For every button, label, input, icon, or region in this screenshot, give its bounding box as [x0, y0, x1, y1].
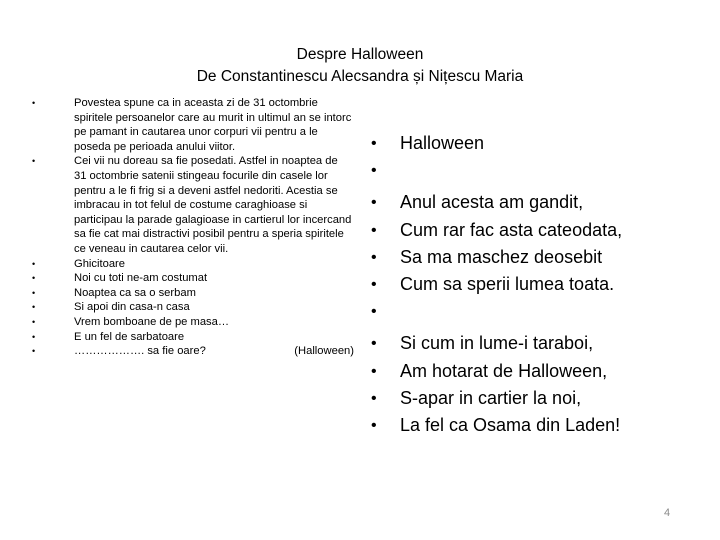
right-list-item: • Sa ma maschez deosebit	[371, 244, 691, 271]
right-list-item: • La fel ca Osama din Laden!	[371, 412, 691, 439]
riddle-answer: (Halloween)	[294, 345, 354, 358]
page-number: 4	[664, 507, 671, 519]
bullet-icon: •	[371, 248, 377, 266]
right-list-item: • Si cum in lume-i taraboi,	[371, 330, 691, 357]
right-list-item: • Am hotarat de Halloween,	[371, 358, 691, 385]
bullet-icon: •	[32, 98, 36, 108]
bullet-icon: •	[371, 335, 377, 353]
right-bullet-list	[371, 130, 691, 439]
bullet-icon: •	[32, 273, 36, 284]
right-list-item: • Anul acesta am gandit,	[371, 189, 691, 216]
left-list-item: • Noaptea ca sa o serbam	[32, 286, 196, 299]
bullet-icon: •	[371, 389, 377, 407]
bullet-icon: •	[371, 135, 377, 152]
left-bullet-list	[32, 96, 362, 359]
left-list-item: • Ghicitoare	[32, 257, 125, 270]
left-list-item: • Noi cu toti ne-am costumat	[32, 272, 208, 285]
bullet-icon: •	[371, 275, 377, 293]
left-list-item: • ………………. sa fie oare? (Halloween)	[32, 345, 354, 358]
bullet-icon: •	[32, 346, 36, 357]
bullet-icon: •	[32, 258, 36, 269]
left-list-item: • Cei vii nu doreau sa fie posedati. Astfel in noaptea de 31 octombrie satenii stingeau focurile din casele lor pentru a le fi frig si a deveni astfel nedoriti. Acestia se imbracau in tot felul de costume caraghioase si participau la parade galagioase in cartierul lor incercand sa fie cat mai distractivi posibil pentru a speria spiritele ce veneau in cautarea celor vii.	[32, 155, 352, 255]
slide-subtitle: De Constantinescu Alecsandra și Nițescu Maria	[196, 68, 524, 85]
bullet-icon: •	[371, 194, 377, 212]
bullet-icon: •	[32, 156, 36, 167]
bullet-icon: •	[32, 302, 36, 313]
slide-title: Despre Halloween	[296, 46, 424, 63]
left-list-item: • Vrem bomboane de pe masa…	[32, 315, 230, 328]
bullet-icon: •	[371, 303, 377, 321]
right-list-item-empty	[371, 157, 691, 184]
bullet-icon: •	[32, 331, 36, 342]
left-list-item: • Si apoi din casa-n casa	[32, 301, 190, 314]
bullet-icon: •	[32, 316, 36, 327]
bullet-icon: •	[371, 162, 377, 180]
right-list-item: • S-apar in cartier la noi,	[371, 385, 691, 412]
bullet-icon: •	[32, 287, 36, 298]
bullet-icon: •	[371, 362, 377, 380]
right-list-item: • Halloween	[371, 130, 691, 157]
right-list-item: • Cum sa sperii lumea toata.	[371, 271, 691, 298]
bullet-icon: •	[371, 416, 377, 434]
left-list-item: • E un fel de sarbatoare	[32, 330, 185, 343]
right-list-item: • Cum rar fac asta cateodata,	[371, 217, 691, 244]
bullet-icon: •	[371, 221, 377, 239]
right-list-item-empty	[371, 298, 691, 325]
left-list-item: • Povestea spune ca in aceasta zi de 31 octombrie spiritele persoanelor care au murit in ultimul an se intorc pe pamant in cautarea unor corpuri vii pentru a le poseda pe perioada anului viitor.	[32, 97, 352, 153]
